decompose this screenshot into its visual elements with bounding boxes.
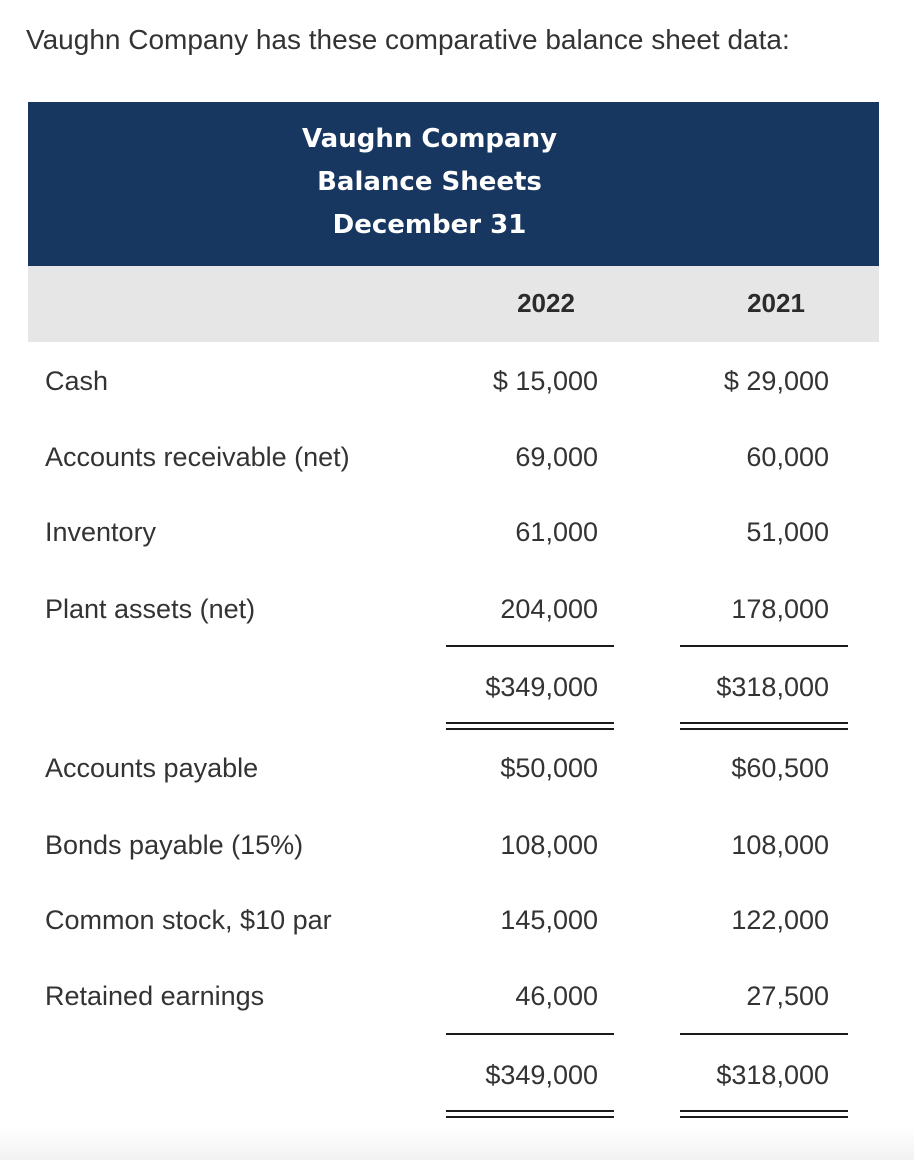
statement-date: December 31 xyxy=(332,210,527,240)
row-label: Inventory xyxy=(45,517,157,547)
double-rule-top xyxy=(446,722,614,724)
table-row xyxy=(0,437,914,477)
double-rule-bottom xyxy=(446,1116,614,1118)
value-2022: 46,000 xyxy=(515,981,598,1011)
table-row xyxy=(0,900,914,940)
total-liab-equity-2021: $318,000 xyxy=(716,1060,829,1090)
value-2022: 145,000 xyxy=(500,905,598,935)
table-row xyxy=(0,825,914,865)
table-row xyxy=(0,589,914,629)
intro-text: Vaughn Company has these comparative balance sheet data: xyxy=(26,24,790,55)
value-2022: 69,000 xyxy=(515,442,598,472)
table-row xyxy=(0,976,914,1016)
row-label: Accounts payable xyxy=(45,753,259,783)
row-label: Common stock, $10 par xyxy=(45,905,332,935)
total-assets-2022: $349,000 xyxy=(485,672,598,702)
value-2021: 178,000 xyxy=(731,594,829,624)
value-2021: 108,000 xyxy=(731,830,829,860)
value-2021: $ 29,000 xyxy=(723,366,829,396)
subtotal-rule xyxy=(446,1033,614,1035)
subtotal-rule xyxy=(446,645,614,647)
table-row xyxy=(0,512,914,552)
double-rule-bottom xyxy=(446,728,614,730)
row-label: Retained earnings xyxy=(45,981,265,1011)
double-rule-bottom xyxy=(680,1116,848,1118)
total-liabilities-equity-row xyxy=(0,1055,914,1095)
value-2021: 51,000 xyxy=(746,517,829,547)
subtotal-rule xyxy=(680,645,848,647)
row-label: Cash xyxy=(45,366,109,396)
double-rule-top xyxy=(446,1110,614,1112)
total-assets-2021: $318,000 xyxy=(716,672,829,702)
statement-header xyxy=(28,102,879,266)
row-label: Plant assets (net) xyxy=(45,594,256,624)
total-liab-equity-2022: $349,000 xyxy=(485,1060,598,1090)
column-header-2022: 2022 xyxy=(517,288,575,318)
table-row xyxy=(0,748,914,788)
bottom-fade xyxy=(0,1128,914,1160)
column-header-2021: 2021 xyxy=(747,288,805,318)
subtotal-rule xyxy=(680,1033,848,1035)
double-rule-top xyxy=(680,722,848,724)
double-rule-bottom xyxy=(680,728,848,730)
table-row xyxy=(0,361,914,401)
value-2021: $60,500 xyxy=(731,753,829,783)
year-header-row xyxy=(28,266,879,342)
value-2022: $ 15,000 xyxy=(492,366,598,396)
value-2021: 122,000 xyxy=(731,905,829,935)
value-2022: 61,000 xyxy=(515,517,598,547)
value-2021: 27,500 xyxy=(746,981,829,1011)
statement-title: Balance Sheets xyxy=(317,167,542,197)
value-2022: 108,000 xyxy=(500,830,598,860)
row-label: Accounts receivable (net) xyxy=(45,442,350,472)
value-2022: $50,000 xyxy=(500,753,598,783)
company-name: Vaughn Company xyxy=(301,124,558,154)
value-2021: 60,000 xyxy=(746,442,829,472)
double-rule-top xyxy=(680,1110,848,1112)
row-label: Bonds payable (15%) xyxy=(45,830,304,860)
value-2022: 204,000 xyxy=(500,594,598,624)
total-assets-row xyxy=(0,667,914,707)
